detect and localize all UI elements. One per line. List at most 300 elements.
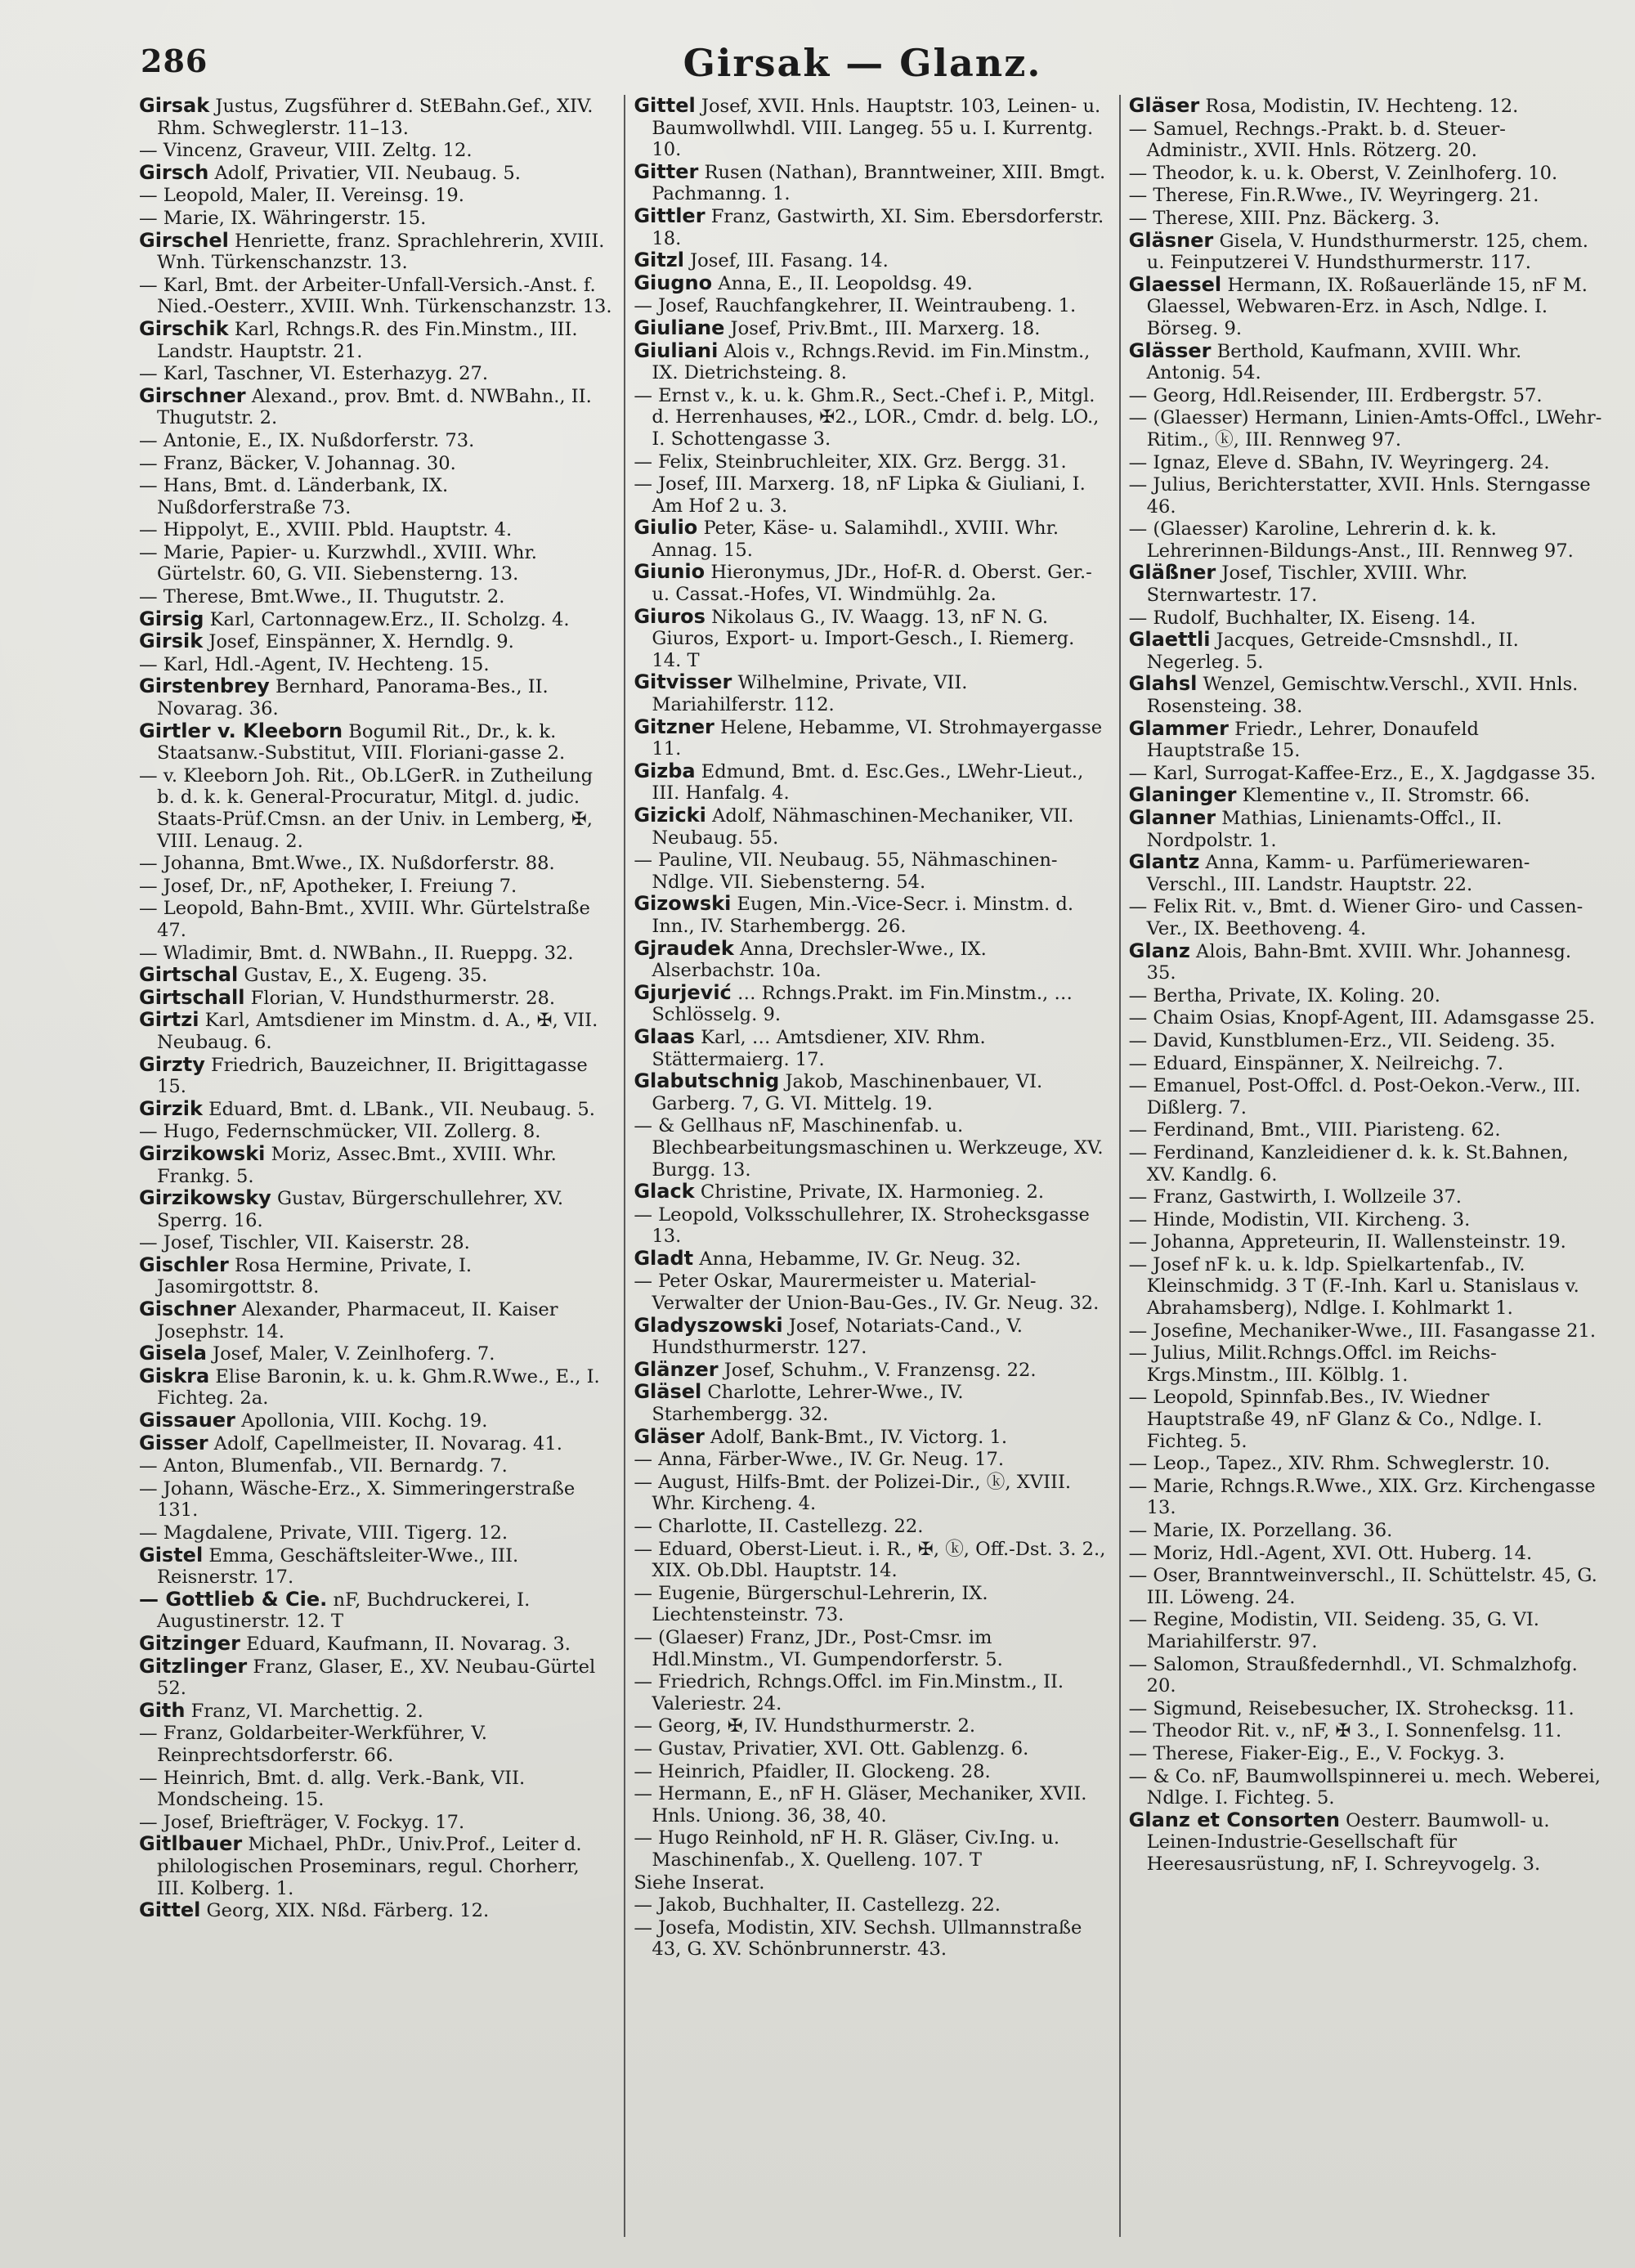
directory-entry — [634, 760, 1107, 805]
entry-text: Friedr., Lehrer, Donaufeld Hauptstraße 15. — [1146, 718, 1479, 762]
directory-entry — [139, 1700, 612, 1723]
directory-entry — [139, 1187, 612, 1231]
directory-entry — [139, 653, 612, 676]
entry-name: Girzikowsky — [139, 1186, 271, 1210]
entry-text: — Josef nF k. u. k. ldp. Spielkartenfab., IV. Kleinschmidg. 3 T (F.-Inh. Karl u. Stanislaus v. Abrahamsberg), Ndlge. I. Kohlmarkt 1. — [1128, 1253, 1579, 1320]
directory-entry — [139, 1298, 612, 1342]
entry-text: Adolf, Capellmeister, II. Novarag. 41. — [208, 1432, 562, 1454]
entry-name: Gischner — [139, 1298, 236, 1321]
directory-entry — [139, 1054, 612, 1098]
directory-entry — [634, 450, 1107, 473]
directory-entry — [1129, 184, 1602, 207]
directory-entry — [139, 207, 612, 230]
entry-text: Rosa Hermine, Private, I. Jasomirgottstr. 8. — [157, 1254, 473, 1298]
entry-text: — Pauline, VII. Neubaug. 55, Nähmaschinen-Ndlge. VII. Siebensterng. 54. — [634, 849, 1058, 893]
entry-name: Gitlbauer — [139, 1832, 243, 1856]
entry-name: Gisser — [139, 1431, 208, 1454]
entry-text: Karl, Rchngs.R. des Fin.Minstm., III. Landstr. Hauptstr. 21. — [157, 318, 578, 362]
entry-name: Glack — [634, 1180, 695, 1203]
directory-entry — [1129, 1006, 1602, 1029]
entry-name: Girsch — [139, 160, 209, 184]
directory-entry — [1129, 1475, 1602, 1519]
entry-text: — Franz, Bäcker, V. Johannag. 30. — [139, 452, 456, 474]
entry-text: — Wladimir, Bmt. d. NWBahn., II. Rueppg. 32. — [139, 942, 574, 964]
directory-entry — [1129, 1809, 1602, 1876]
entry-text: — Georg, ✠, IV. Hundsthurmerstr. 2. — [634, 1715, 976, 1737]
entry-text: — David, Kunstblumen-Erz., VII. Seideng. 35. — [1128, 1029, 1556, 1051]
directory-entry — [634, 561, 1107, 605]
directory-entry — [634, 1270, 1107, 1314]
directory-entry — [1129, 1719, 1602, 1742]
entry-text: — Charlotte, II. Castellezg. 22. — [634, 1516, 924, 1537]
entry-name: Gittel — [139, 1898, 201, 1922]
directory-entry — [634, 249, 1107, 272]
entry-text: — Josefine, Mechaniker-Wwe., III. Fasangasse 21. — [1128, 1320, 1597, 1342]
entry-text: Anna, Kamm- u. Parfümeriewaren-Verschl., III. Landstr. Hauptstr. 22. — [1146, 852, 1530, 895]
entry-text: Josef, III. Fasang. 14. — [683, 250, 889, 272]
entry-text: — Salomon, Straußfedernhdl., VI. Schmalzhofg. 20. — [1128, 1653, 1578, 1697]
running-head: Girsak — Glanz. — [683, 41, 1042, 85]
directory-entry — [634, 1315, 1107, 1359]
directory-entry — [634, 1471, 1107, 1515]
entry-text: — Peter Oskar, Maurermeister u. Material-Verwalter der Union-Bau-Ges., IV. Gr. Neug. 32. — [634, 1271, 1100, 1315]
entry-text: Franz, Gastwirth, XI. Sim. Ebersdorferstr. 18. — [652, 205, 1104, 249]
entry-text: Josef, Notariats-Cand., V. Hundsthurmerstr. 127. — [652, 1315, 1023, 1359]
directory-entry — [139, 630, 612, 653]
entry-text: — Antonie, E., IX. Nußdorferstr. 73. — [139, 429, 475, 451]
entry-text: — Leopold, Bahn-Bmt., XVIII. Whr. Gürtelstraße 47. — [139, 898, 590, 941]
directory-entry — [634, 671, 1107, 715]
directory-entry — [139, 1410, 612, 1432]
directory-entry — [634, 1894, 1107, 1916]
directory-entry — [139, 1722, 612, 1766]
directory-entry — [1129, 607, 1602, 630]
entry-name: Gitvisser — [634, 670, 732, 694]
entry-text: — Regine, Modistin, VII. Seideng. 35, G. VI. Mariahilferstr. 97. — [1128, 1609, 1539, 1652]
directory-entry — [634, 473, 1107, 517]
directory-entry — [139, 1589, 612, 1633]
directory-entry — [1129, 1118, 1602, 1141]
entry-text: Karl, Cartonnagew.Erz., II. Scholzg. 4. — [204, 608, 570, 630]
directory-entry — [634, 1916, 1107, 1961]
directory-entry — [1129, 1608, 1602, 1652]
entry-name: Gittel — [634, 95, 696, 117]
entry-text: Josef, Tischler, XVIII. Whr. Sternwartestr. 17. — [1146, 563, 1468, 607]
directory-entry — [139, 518, 612, 541]
entry-text: — Anton, Blumenfab., VII. Bernardg. 7. — [139, 1455, 508, 1477]
directory-entry — [634, 95, 1107, 161]
directory-entry — [634, 1582, 1107, 1626]
entry-text: — Julius, Berichterstatter, XVII. Hnls. Sterngasse 46. — [1128, 474, 1591, 518]
directory-entry — [634, 1626, 1107, 1670]
entry-text: Henriette, franz. Sprachlehrerin, XVIII. Wnh. Türkenschanzstr. 13. — [157, 230, 605, 274]
directory-entry — [634, 1515, 1107, 1538]
entry-text: Josef, Schuhm., V. Franzensg. 22. — [718, 1359, 1037, 1381]
entry-name: Girzik — [139, 1096, 203, 1120]
entry-text: — Eugenie, Bürgerschul-Lehrerin, IX. Liechtensteinstr. 73. — [634, 1582, 988, 1626]
entry-text: — August, Hilfs-Bmt. der Polizei-Dir., ⓚ, XVIII. Whr. Kircheng. 4. — [634, 1471, 1072, 1515]
directory-entry — [1129, 1186, 1602, 1208]
column-2 — [624, 95, 1107, 2237]
entry-text: — Marie, IX. Währingerstr. 15. — [139, 207, 427, 229]
entry-name: Giugno — [634, 271, 713, 294]
entry-text: Josef, XVII. Hnls. Hauptstr. 103, Leinen- u. Baumwollwhdl. VIII. Langeg. 55 u. I. Kurrentg. 10. — [652, 96, 1101, 161]
entry-name: Glanz et Consorten — [1128, 1808, 1340, 1831]
directory-entry — [634, 1026, 1107, 1070]
entry-text: Alexander, Pharmaceut, II. Kaiser Josephstr. 14. — [157, 1299, 558, 1342]
entry-name: Gischler — [139, 1253, 229, 1276]
directory-entry — [139, 897, 612, 941]
directory-entry — [1129, 518, 1602, 562]
entry-text: — Marie, Papier- u. Kurzwhdl., XVIII. Whr. Gürtelstr. 60, G. VII. Siebensterng. 13. — [139, 541, 537, 585]
entry-name: Gläsner — [1128, 228, 1214, 252]
directory-entry — [139, 162, 612, 185]
entry-text: — Jakob, Buchhalter, II. Castellezg. 22. — [634, 1894, 1001, 1916]
directory-entry — [634, 1359, 1107, 1382]
entry-text: Apollonia, VIII. Kochg. 19. — [235, 1410, 488, 1432]
directory-entry — [1129, 95, 1602, 118]
entry-text: — Friedrich, Rchngs.Offcl. im Fin.Minstm., II. Valeriestr. 24. — [634, 1671, 1064, 1714]
entry-text: — Hinde, Modistin, VII. Kircheng. 3. — [1128, 1208, 1471, 1230]
entry-text: Hermann, IX. Roßauerlände 15, nF M. Glaessel, Webwaren-Erz. in Asch, Ndlge. I. Börseg. 9. — [1146, 274, 1588, 339]
entry-text: Rosa, Modistin, IV. Hechteng. 12. — [1199, 96, 1519, 117]
entry-text: — Karl, Hdl.-Agent, IV. Hechteng. 15. — [139, 653, 490, 675]
entry-text: Bernhard, Panorama-Bes., II. Novarag. 36. — [157, 676, 549, 720]
directory-entry — [634, 517, 1107, 561]
entry-text: — Bertha, Private, IX. Koling. 20. — [1128, 984, 1440, 1006]
directory-entry — [1129, 118, 1602, 162]
entry-text: — & Gellhaus nF, Maschinenfab. u. Blechbearbeitungsmaschinen u. Werkzeuge, XV. Burgg. 13. — [634, 1115, 1104, 1181]
entry-name: Glammer — [1128, 716, 1229, 740]
directory-entry — [139, 318, 612, 362]
entry-text: Anna, Hebamme, IV. Gr. Neug. 32. — [693, 1248, 1021, 1270]
entry-text: Josef, Einspänner, X. Herndlg. 9. — [203, 631, 514, 653]
entry-text: — Felix Rit. v., Bmt. d. Wiener Giro- und Cassen-Ver., IX. Beethoveng. 4. — [1128, 896, 1583, 939]
entry-text: Friedrich, Bauzeichner, II. Brigittagasse 15. — [157, 1054, 588, 1098]
entry-name: Girsak — [139, 95, 210, 117]
entry-name: Giulio — [634, 516, 698, 540]
entry-name: Gisela — [139, 1342, 207, 1365]
entry-text: — Ignaz, Eleve d. SBahn, IV. Weyringerg. 24. — [1128, 451, 1550, 473]
directory-entry — [139, 274, 612, 318]
entry-text: — Rudolf, Buchhalter, IX. Eiseng. 14. — [1128, 607, 1476, 629]
directory-entry — [139, 1477, 612, 1522]
directory-entry — [1129, 895, 1602, 939]
entry-text: Wenzel, Gemischtw.Verschl., XVII. Hnls. Rosensteing. 38. — [1146, 674, 1579, 718]
directory-entry — [634, 1114, 1107, 1181]
directory-entry — [634, 982, 1107, 1026]
directory-entry — [1129, 1542, 1602, 1565]
entry-text: — Ernst v., k. u. k. Ghm.R., Sect.-Chef i. P., Mitgl. d. Herrenhauses, ✠2., LOR., Cmdr. d. belg. LO., I. Schottengasse 3. — [634, 384, 1100, 450]
directory-entry — [634, 1181, 1107, 1203]
directory-entry — [1129, 1452, 1602, 1475]
entry-name: Gläßner — [1128, 561, 1216, 585]
page-number: 286 — [141, 43, 208, 79]
directory-entry — [1129, 1519, 1602, 1542]
directory-entry — [139, 875, 612, 898]
entry-name: Glaas — [634, 1024, 695, 1048]
entry-text: Charlotte, Lehrer-Wwe., IV. Starhembergg. 32. — [652, 1382, 964, 1426]
entry-text: — Sigmund, Reisebesucher, IX. Strohecksg. 11. — [1128, 1697, 1575, 1719]
entry-text: — Leopold, Spinnfab.Bes., IV. Wiedner Hauptstraße 49, nF Glanz & Co., Ndlge. I. Fichteg. 5. — [1128, 1387, 1543, 1452]
entry-name: Gizba — [634, 759, 696, 782]
entry-text: Franz, VI. Marchettig. 2. — [185, 1700, 423, 1722]
directory-entry — [139, 1767, 612, 1811]
columns-container — [139, 95, 1602, 2237]
directory-entry — [1129, 1765, 1602, 1809]
entry-name: Girschik — [139, 316, 229, 340]
entry-name: Glanner — [1128, 806, 1216, 829]
directory-entry — [1129, 1052, 1602, 1075]
directory-entry — [1129, 807, 1602, 851]
column-1 — [139, 95, 612, 2237]
entry-text: Siehe Inserat. — [634, 1871, 765, 1894]
entry-text: — Marie, IX. Porzellang. 36. — [1128, 1520, 1393, 1541]
entry-text: Christine, Private, IX. Harmonieg. 2. — [694, 1181, 1045, 1203]
entry-name: Glaninger — [1128, 783, 1237, 807]
entry-text: Moriz, Assec.Bmt., XVIII. Whr. Frankg. 5. — [157, 1143, 557, 1187]
directory-entry — [139, 720, 612, 764]
entry-text: Alois v., Rchngs.Revid. im Fin.Minstm., IX. Dietrichsteing. 8. — [652, 340, 1091, 384]
directory-entry — [634, 205, 1107, 249]
entry-text: — Therese, Bmt.Wwe., II. Thugutstr. 2. — [139, 586, 505, 608]
entry-name: Girschel — [139, 228, 229, 252]
directory-entry — [634, 1714, 1107, 1737]
entry-name: Glänzer — [634, 1357, 719, 1381]
entry-text: — Samuel, Rechngs.-Prakt. b. d. Steuer-Administr., XVII. Hnls. Rötzerg. 20. — [1128, 118, 1506, 162]
directory-entry — [139, 987, 612, 1010]
entry-text: Alois, Bahn-Bmt. XVIII. Whr. Johannesg. 35. — [1146, 940, 1572, 984]
directory-entry — [1129, 274, 1602, 340]
directory-entry — [1129, 1253, 1602, 1320]
directory-entry — [634, 1426, 1107, 1449]
entry-name: Gitzlinger — [139, 1654, 248, 1678]
entry-name: Glabutschnig — [634, 1069, 780, 1093]
entry-text: — Karl, Taschner, VI. Esterhazyg. 27. — [139, 363, 489, 385]
entry-text: — Heinrich, Bmt. d. allg. Verk.-Bank, VII. Mondscheing. 15. — [139, 1767, 526, 1811]
entry-text: Eduard, Kaufmann, II. Novarag. 3. — [240, 1633, 571, 1655]
entry-name: Gith — [139, 1698, 186, 1722]
directory-entry — [634, 606, 1107, 672]
entry-text: Gisela, V. Hundsthurmerstr. 125, chem. u. Feinputzerei V. Hundsthurmerstr. 117. — [1146, 230, 1588, 274]
directory-entry — [1129, 1230, 1602, 1253]
entry-name: Giuliani — [634, 338, 719, 362]
entry-text: — Eduard, Oberst-Lieut. i. R., ✠, ⓚ, Off.-Dst. 3. 2., XIX. Ob.Dbl. Hauptstr. 14. — [634, 1538, 1106, 1582]
entry-text: — Therese, Fiaker-Eig., E., V. Fockyg. 3. — [1128, 1742, 1505, 1764]
entry-text: Adolf, Bank-Bmt., IV. Victorg. 1. — [704, 1426, 1008, 1448]
directory-entry — [139, 139, 612, 162]
directory-entry — [139, 1899, 612, 1922]
directory-entry — [139, 1365, 612, 1410]
entry-text: Adolf, Nähmaschinen-Mechaniker, VII. Neubaug. 55. — [652, 805, 1074, 849]
entry-name: Girtler v. Kleeborn — [139, 719, 343, 742]
entry-text: Adolf, Privatier, VII. Neubaug. 5. — [208, 162, 521, 184]
entry-text: — Josef, III. Marxerg. 18, nF Lipka & Giuliani, I. Am Hof 2 u. 3. — [634, 473, 1086, 517]
directory-entry — [1129, 207, 1602, 230]
directory-entry — [634, 1782, 1107, 1827]
directory-entry — [634, 1871, 1107, 1894]
entry-text: — Moriz, Hdl.-Agent, XVI. Ott. Huberg. 14. — [1128, 1542, 1533, 1564]
directory-entry — [634, 1538, 1107, 1582]
entry-text: Alexand., prov. Bmt. d. NWBahn., II. Thugutstr. 2. — [157, 385, 592, 429]
directory-entry — [634, 1203, 1107, 1248]
directory-entry — [634, 805, 1107, 849]
directory-entry — [139, 1254, 612, 1298]
entry-name: Girschner — [139, 383, 246, 407]
entry-text: — Johann, Wäsche-Erz., X. Simmeringerstraße 131. — [139, 1477, 576, 1522]
entry-text: Hieronymus, JDr., Hof-R. d. Oberst. Ger.- u. Cassat.-Hofes, VI. Windmühlg. 2a. — [652, 562, 1092, 606]
directory-entry — [634, 272, 1107, 295]
entry-name: Girzty — [139, 1052, 205, 1076]
directory-entry — [1129, 451, 1602, 474]
entry-text: Michael, PhDr., Univ.Prof., Leiter d. philologischen Proseminars, regul. Chorherr, III. Kolberg. 1. — [157, 1834, 582, 1899]
entry-text: — Josef, Dr., nF, Apotheker, I. Freiung 7. — [139, 875, 517, 897]
entry-text: Eduard, Bmt. d. LBank., VII. Neubaug. 5. — [202, 1098, 595, 1120]
entry-text: Franz, Glaser, E., XV. Neubau-Gürtel 52. — [157, 1656, 596, 1700]
directory-entry — [634, 893, 1107, 937]
directory-entry — [1129, 406, 1602, 450]
entry-text: — Karl, Bmt. der Arbeiter-Unfall-Versich.-Anst. f. Nied.-Oesterr., XVIII. Wnh. Türkenschanzstr. 13. — [139, 274, 612, 318]
entry-name: Girsig — [139, 607, 204, 630]
directory-entry — [139, 1432, 612, 1455]
directory-entry — [1129, 1141, 1602, 1186]
directory-entry — [1129, 718, 1602, 762]
entry-name: Glantz — [1128, 850, 1200, 874]
entry-text: — Leopold, Maler, II. Vereinsg. 19. — [139, 185, 464, 207]
entry-text: — Gustav, Privatier, XVI. Ott. Gablenzg. 6. — [634, 1737, 1029, 1759]
directory-entry — [634, 294, 1107, 317]
entry-text: Anna, Drechsler-Wwe., IX. Alserbachstr. 10a. — [652, 938, 987, 982]
directory-entry — [139, 1342, 612, 1365]
entry-name: Girtschall — [139, 985, 245, 1009]
entry-text: — Franz, Gastwirth, I. Wollzeile 37. — [1128, 1186, 1462, 1208]
directory-entry — [634, 849, 1107, 893]
entry-name: Glanz — [1128, 939, 1190, 962]
entry-name: Gläser — [634, 1424, 705, 1448]
directory-entry — [1129, 1386, 1602, 1452]
entry-name: Gjurjević — [634, 980, 732, 1004]
directory-entry — [1129, 1342, 1602, 1386]
entry-name: Glahsl — [1128, 672, 1198, 696]
entry-name: Gläser — [1128, 95, 1200, 117]
entry-name: Gittler — [634, 204, 706, 227]
directory-entry — [139, 852, 612, 875]
directory-entry — [139, 608, 612, 631]
entry-text: Anna, E., II. Leopoldsg. 49. — [712, 272, 973, 294]
entry-text: Josef, Maler, V. Zeinlhoferg. 7. — [206, 1343, 495, 1365]
entry-text: Nikolaus G., IV. Waagg. 13, nF N. G. Giuros, Export- u. Import-Gesch., I. Riemerg. 14. T — [652, 606, 1075, 671]
entry-text: — Josef, Tischler, VII. Kaiserstr. 28. — [139, 1232, 470, 1254]
entry-text: Josef, Priv.Bmt., III. Marxerg. 18. — [724, 317, 1041, 339]
column-3 — [1119, 95, 1602, 2237]
directory-entry — [634, 1827, 1107, 1871]
entry-text: — Oser, Branntweinverschl., II. Schüttelstr. 45, G. III. Löweng. 24. — [1128, 1565, 1597, 1608]
entry-text: — Theodor Rit. v., nF, ✠ 3., I. Sonnenfelsg. 11. — [1128, 1720, 1562, 1742]
entry-text: Jacques, Getreide-Cmsnshdl., II. Negerleg. 5. — [1146, 630, 1519, 673]
entry-text: Wilhelmine, Private, VII. Mariahilferstr. 112. — [652, 672, 968, 716]
entry-text: Eugen, Min.-Vice-Secr. i. Minstm. d. Inn., IV. Starhembergg. 26. — [652, 894, 1074, 937]
entry-name: Gitzner — [634, 715, 714, 738]
entry-text: — Magdalene, Private, VIII. Tigerg. 12. — [139, 1522, 508, 1544]
directory-entry — [634, 384, 1107, 450]
directory-entry — [139, 1544, 612, 1589]
entry-text: Florian, V. Hundsthurmerstr. 28. — [244, 987, 556, 1009]
directory-entry — [1129, 940, 1602, 984]
entry-name: Girtzi — [139, 1008, 199, 1032]
entry-text: — Eduard, Einspänner, X. Neilreichg. 7. — [1128, 1052, 1504, 1074]
entry-text: … Rchngs.Prakt. im Fin.Minstm., … Schlösselg. 9. — [652, 982, 1073, 1026]
directory-entry — [139, 1231, 612, 1254]
entry-text: — Johanna, Appreteurin, II. Wallensteinstr. 19. — [1128, 1231, 1566, 1253]
directory-entry — [1129, 384, 1602, 407]
directory-entry — [139, 184, 612, 207]
directory-entry — [139, 675, 612, 719]
directory-entry — [634, 1670, 1107, 1714]
entry-text: — Leopold, Volksschullehrer, IX. Strohecksgasse 13. — [634, 1203, 1090, 1248]
directory-entry — [1129, 1697, 1602, 1720]
directory-entry — [634, 1448, 1107, 1471]
entry-text: — Therese, Fin.R.Wwe., IV. Weyringerg. 21. — [1128, 185, 1539, 207]
entry-text: Mathias, Linienamts-Offcl., II. Nordpolstr. 1. — [1146, 808, 1503, 851]
directory-entry — [1129, 784, 1602, 807]
directory-entry — [1129, 1653, 1602, 1697]
entry-text: — Marie, Rchngs.R.Wwe., XIX. Grz. Kirchengasse 13. — [1128, 1475, 1596, 1519]
entry-name: Gizowski — [634, 892, 732, 916]
entry-text: Bogumil Rit., Dr., k. k. Staatsanw.-Substitut, VIII. Floriani-gasse 2. — [157, 720, 566, 764]
directory-entry — [634, 317, 1107, 340]
directory-entry — [139, 1098, 612, 1121]
entry-text: Karl, Amtsdiener im Minstm. d. A., ✠, VII. Neubaug. 6. — [157, 1010, 598, 1053]
directory-entry — [1129, 473, 1602, 518]
entry-name: Glässer — [1128, 338, 1212, 362]
entry-text: Justus, Zugsführer d. StEBahn.Gef., XIV. Rhm. Schweglerstr. 11–13. — [157, 96, 594, 139]
directory-entry — [139, 1143, 612, 1187]
entry-text: Emma, Geschäftsleiter-Wwe., III. Reisnerstr. 17. — [157, 1544, 519, 1589]
entry-name: Girsik — [139, 630, 204, 653]
entry-text: — (Glaeser) Franz, JDr., Post-Cmsr. im Hdl.Minstm., VI. Gumpendorferstr. 5. — [634, 1626, 1003, 1670]
entry-text: — Emanuel, Post-Offcl. d. Post-Oekon.-Verw., III. Dißlerg. 7. — [1128, 1075, 1581, 1118]
directory-entry — [1129, 1564, 1602, 1608]
entry-text: Karl, … Amtsdiener, XIV. Rhm. Stättermaierg. 17. — [652, 1026, 986, 1070]
entry-name: Gladyszowski — [634, 1313, 783, 1337]
entry-name: Gitzinger — [139, 1631, 240, 1655]
directory-entry — [634, 1248, 1107, 1271]
entry-text: — Therese, XIII. Pnz. Bäckerg. 3. — [1128, 207, 1440, 229]
entry-text: — Julius, Milit.Rchngs.Offcl. im Reichs-Krgs.Minstm., III. Kölblg. 1. — [1128, 1342, 1497, 1386]
directory-entry — [1129, 1320, 1602, 1342]
directory-entry — [139, 452, 612, 475]
entry-text: — Ferdinand, Kanzleidiener d. k. k. St.Bahnen, XV. Kandlg. 6. — [1128, 1141, 1569, 1186]
directory-entry — [139, 1656, 612, 1700]
directory-entry — [139, 385, 612, 429]
directory-entry — [634, 1381, 1107, 1425]
entry-text: Georg, XIX. Nßd. Färberg. 12. — [200, 1900, 490, 1922]
directory-entry — [139, 1633, 612, 1656]
entry-text: Helene, Hebamme, VI. Strohmayergasse 11. — [652, 716, 1103, 760]
entry-text: Peter, Käse- u. Salamihdl., XVIII. Whr. Annag. 15. — [652, 518, 1059, 561]
entry-name: Glaettli — [1128, 628, 1211, 652]
directory-entry — [634, 1737, 1107, 1760]
entry-name: Gläsel — [634, 1380, 702, 1404]
entry-name: Gissauer — [139, 1409, 235, 1432]
entry-name: Girzikowski — [139, 1141, 266, 1165]
directory-entry — [1129, 762, 1602, 785]
directory-entry — [1129, 629, 1602, 673]
entry-text: — Leop., Tapez., XIV. Rhm. Schweglerstr. 10. — [1128, 1453, 1551, 1475]
directory-entry — [634, 1070, 1107, 1114]
entry-text: Edmund, Bmt. d. Esc.Ges., LWehr-Lieut., III. Hanfalg. 4. — [652, 760, 1084, 805]
entry-name: Giunio — [634, 560, 706, 584]
